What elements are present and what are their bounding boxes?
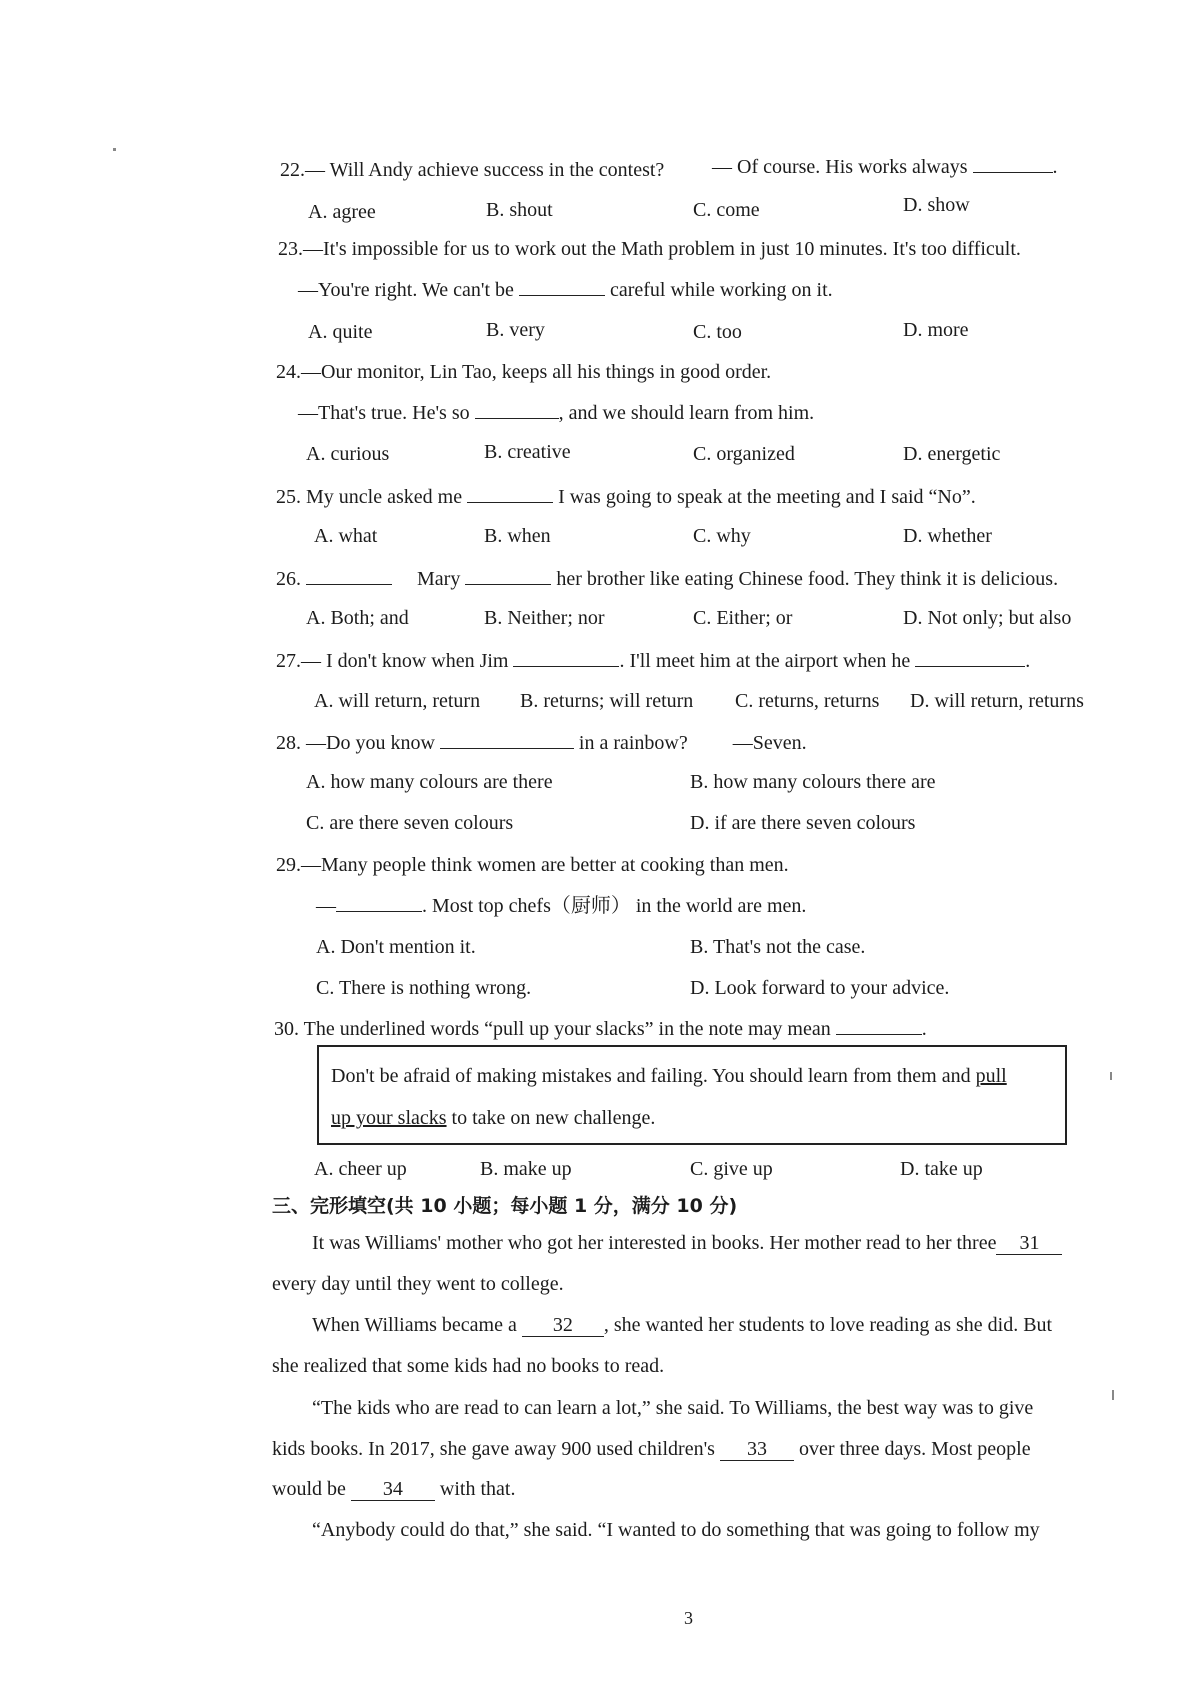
- passage-line: “Anybody could do that,” she said. “I wanted to do something that was going to follow my: [312, 1519, 1040, 1541]
- q22-stem: 22.— Will Andy achieve success in the contest?: [280, 159, 665, 181]
- note-line-2: up your slacks to take on new challenge.: [331, 1107, 656, 1129]
- answer-blank[interactable]: [465, 566, 551, 585]
- passage-line: It was Williams' mother who got her interested in books. Her mother read to her three 31: [312, 1231, 1062, 1255]
- q22-option-a[interactable]: A. agree: [308, 201, 376, 223]
- answer-blank[interactable]: [336, 893, 422, 912]
- q28-option-d[interactable]: D. if are there seven colours: [690, 812, 916, 834]
- q25-option-d[interactable]: D. whether: [903, 525, 992, 547]
- answer-blank[interactable]: [973, 154, 1053, 173]
- answer-blank[interactable]: [475, 400, 559, 419]
- q23-option-b[interactable]: B. very: [486, 319, 545, 341]
- q22-option-c[interactable]: C. come: [693, 199, 760, 221]
- answer-blank[interactable]: 31: [996, 1232, 1062, 1255]
- scan-speck: [113, 148, 116, 151]
- q27-option-d[interactable]: D. will return, returns: [910, 690, 1084, 712]
- passage-line: kids books. In 2017, she gave away 900 used children's 33 over three days. Most people: [272, 1438, 1031, 1460]
- answer-blank[interactable]: [440, 730, 574, 749]
- q25-option-b[interactable]: B. when: [484, 525, 551, 547]
- q27-option-c[interactable]: C. returns, returns: [735, 690, 880, 712]
- answer-blank[interactable]: 34: [351, 1478, 435, 1501]
- q24-option-c[interactable]: C. organized: [693, 443, 795, 465]
- q23-option-d[interactable]: D. more: [903, 319, 969, 341]
- passage-line: When Williams became a 32 , she wanted her students to love reading as she did. But: [312, 1314, 1053, 1336]
- answer-blank[interactable]: [836, 1016, 922, 1035]
- passage-line: “The kids who are read to can learn a lot,” she said. To Williams, the best way was to give: [312, 1397, 1034, 1419]
- q29-reply: — . Most top chefs（厨师） in the world are men.: [316, 895, 807, 917]
- q24-option-b[interactable]: B. creative: [484, 441, 571, 463]
- q28-stem: 28. —Do you know in a rainbow? —Seven.: [276, 732, 807, 754]
- underlined-phrase: pull: [975, 1065, 1007, 1087]
- q29-option-c[interactable]: C. There is nothing wrong.: [316, 977, 532, 999]
- passage-line: she realized that some kids had no books to read.: [272, 1355, 665, 1377]
- q24-stem: 24.—Our monitor, Lin Tao, keeps all his things in good order.: [276, 361, 772, 383]
- q23-option-c[interactable]: C. too: [693, 321, 742, 343]
- q28-option-a[interactable]: A. how many colours are there: [306, 771, 553, 793]
- q25-option-c[interactable]: C. why: [693, 525, 751, 547]
- q27-option-b[interactable]: B. returns; will return: [520, 690, 694, 712]
- q26-option-c[interactable]: C. Either; or: [693, 607, 793, 629]
- q22-reply: — Of course. His works always .: [712, 156, 1058, 178]
- answer-blank[interactable]: [915, 648, 1025, 667]
- q23-stem: 23.—It's impossible for us to work out the Math problem in just 10 minutes. It's too difficult.: [278, 238, 1021, 260]
- q26-option-d[interactable]: D. Not only; but also: [903, 607, 1072, 629]
- q27-option-a[interactable]: A. will return, return: [314, 690, 481, 712]
- q29-option-b[interactable]: B. That's not the case.: [690, 936, 866, 958]
- q30-option-c[interactable]: C. give up: [690, 1158, 773, 1180]
- section-heading: 三、完形填空(共 10 小题；每小题 1 分，满分 10 分): [272, 1195, 738, 1217]
- answer-blank[interactable]: 32: [522, 1314, 604, 1337]
- q29-option-a[interactable]: A. Don't mention it.: [316, 936, 476, 958]
- answer-blank[interactable]: [306, 566, 392, 585]
- answer-blank[interactable]: [519, 277, 605, 296]
- scan-speck: [1110, 1072, 1112, 1080]
- q22-option-b[interactable]: B. shout: [486, 199, 553, 221]
- note-box: [317, 1045, 1067, 1145]
- q24-reply: —That's true. He's so , and we should learn from him.: [298, 402, 815, 424]
- passage-line: would be 34 with that.: [272, 1478, 516, 1500]
- q28-option-c[interactable]: C. are there seven colours: [306, 812, 514, 834]
- note-line-1: Don't be afraid of making mistakes and failing. You should learn from them and pull: [331, 1065, 1007, 1087]
- q23-reply: —You're right. We can't be careful while working on it.: [298, 279, 833, 301]
- q27-stem: 27.— I don't know when Jim . I'll meet him at the airport when he .: [276, 650, 1031, 672]
- q26-option-b[interactable]: B. Neither; nor: [484, 607, 605, 629]
- q30-option-a[interactable]: A. cheer up: [314, 1158, 407, 1180]
- q25-option-a[interactable]: A. what: [314, 525, 378, 547]
- q29-stem: 29.—Many people think women are better at cooking than men.: [276, 854, 789, 876]
- underlined-phrase: up your slacks: [331, 1107, 447, 1129]
- q25-stem: 25. My uncle asked me I was going to speak at the meeting and I said “No”.: [276, 486, 976, 508]
- answer-blank[interactable]: 33: [720, 1438, 794, 1461]
- q30-option-d[interactable]: D. take up: [900, 1158, 983, 1180]
- page-number: 3: [684, 1608, 693, 1628]
- q26-option-a[interactable]: A. Both; and: [306, 607, 409, 629]
- answer-blank[interactable]: [513, 648, 619, 667]
- passage-line: every day until they went to college.: [272, 1273, 564, 1295]
- scan-speck: [1112, 1390, 1114, 1400]
- q28-option-b[interactable]: B. how many colours there are: [690, 771, 936, 793]
- q30-stem: 30. The underlined words “pull up your slacks” in the note may mean .: [274, 1018, 927, 1040]
- answer-blank[interactable]: [467, 484, 553, 503]
- q22-option-d[interactable]: D. show: [903, 194, 970, 216]
- q30-option-b[interactable]: B. make up: [480, 1158, 572, 1180]
- q29-option-d[interactable]: D. Look forward to your advice.: [690, 977, 950, 999]
- q26-stem: 26. Mary her brother like eating Chinese food. They think it is delicious.: [276, 568, 1059, 590]
- q24-option-a[interactable]: A. curious: [306, 443, 390, 465]
- q23-option-a[interactable]: A. quite: [308, 321, 373, 343]
- q24-option-d[interactable]: D. energetic: [903, 443, 1001, 465]
